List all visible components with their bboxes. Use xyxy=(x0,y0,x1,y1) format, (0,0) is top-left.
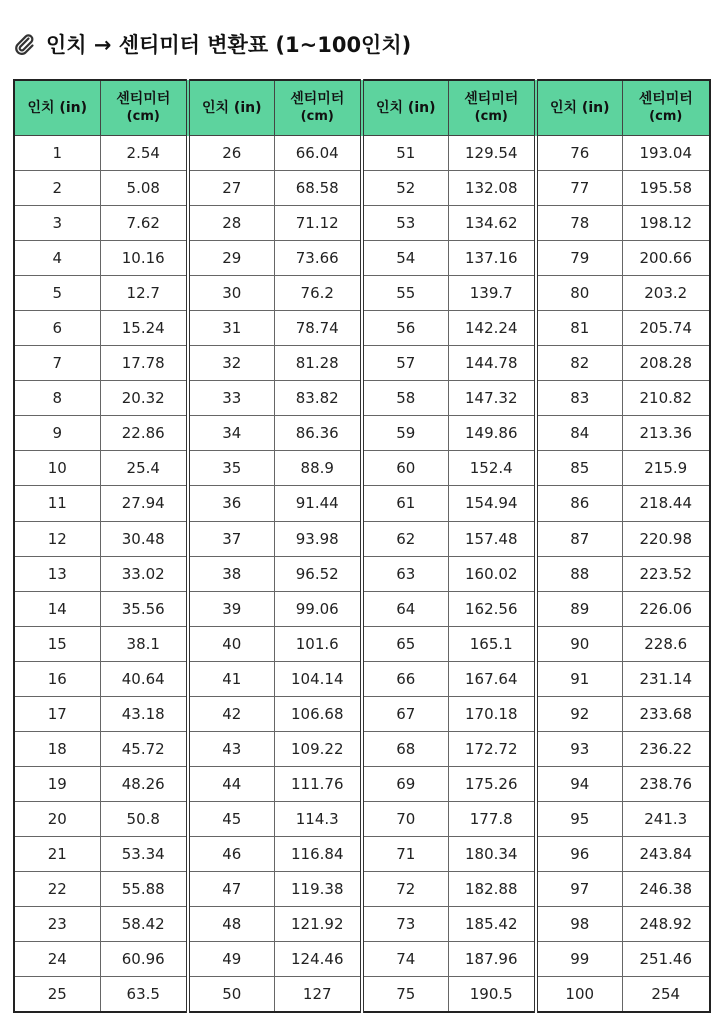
cm-cell: 215.9 xyxy=(622,451,710,486)
cm-cell: 137.16 xyxy=(448,241,536,276)
inch-cell: 10 xyxy=(14,451,100,486)
inch-cell: 62 xyxy=(362,521,448,556)
table-row xyxy=(14,556,710,591)
inch-cell: 36 xyxy=(188,486,274,521)
cm-cell: 233.68 xyxy=(622,696,710,731)
cm-cell: 58.42 xyxy=(100,907,188,942)
cm-cell: 149.86 xyxy=(448,416,536,451)
inch-cell: 96 xyxy=(536,836,622,871)
inch-cell: 8 xyxy=(14,381,100,416)
cm-cell: 160.02 xyxy=(448,556,536,591)
cm-cell: 88.9 xyxy=(274,451,362,486)
cm-cell: 93.98 xyxy=(274,521,362,556)
paperclip-icon xyxy=(12,32,36,56)
cm-cell: 99.06 xyxy=(274,591,362,626)
table-row xyxy=(14,626,710,661)
inch-cell: 82 xyxy=(536,346,622,381)
cm-cell: 182.88 xyxy=(448,871,536,906)
cm-cell: 127 xyxy=(274,977,362,1013)
inch-cell: 87 xyxy=(536,521,622,556)
inch-cell: 26 xyxy=(188,136,274,171)
inch-cell: 4 xyxy=(14,241,100,276)
cm-header: 센티미터 (cm) xyxy=(448,80,536,136)
table-row xyxy=(14,136,710,171)
cm-cell: 119.38 xyxy=(274,871,362,906)
inch-cell: 21 xyxy=(14,836,100,871)
cm-cell: 66.04 xyxy=(274,136,362,171)
cm-cell: 157.48 xyxy=(448,521,536,556)
inch-cell: 55 xyxy=(362,276,448,311)
cm-cell: 76.2 xyxy=(274,276,362,311)
cm-cell: 71.12 xyxy=(274,206,362,241)
cm-cell: 210.82 xyxy=(622,381,710,416)
inch-cell: 33 xyxy=(188,381,274,416)
inch-header: 인치 (in) xyxy=(14,80,100,136)
cm-cell: 48.26 xyxy=(100,766,188,801)
inch-cell: 57 xyxy=(362,346,448,381)
cm-cell: 142.24 xyxy=(448,311,536,346)
inch-cell: 90 xyxy=(536,626,622,661)
table-row xyxy=(14,311,710,346)
cm-cell: 218.44 xyxy=(622,486,710,521)
cm-cell: 129.54 xyxy=(448,136,536,171)
table-row xyxy=(14,381,710,416)
inch-cell: 86 xyxy=(536,486,622,521)
header-row xyxy=(14,80,710,136)
inch-cell: 98 xyxy=(536,907,622,942)
cm-cell: 43.18 xyxy=(100,696,188,731)
cm-cell: 78.74 xyxy=(274,311,362,346)
inch-cell: 94 xyxy=(536,766,622,801)
inch-cell: 68 xyxy=(362,731,448,766)
table-row xyxy=(14,591,710,626)
inch-cell: 5 xyxy=(14,276,100,311)
inch-cell: 74 xyxy=(362,942,448,977)
table-row xyxy=(14,871,710,906)
table-row xyxy=(14,276,710,311)
table-row xyxy=(14,977,710,1013)
inch-header: 인치 (in) xyxy=(536,80,622,136)
inch-cell: 27 xyxy=(188,171,274,206)
cm-cell: 86.36 xyxy=(274,416,362,451)
inch-cell: 91 xyxy=(536,661,622,696)
inch-cell: 12 xyxy=(14,521,100,556)
cm-cell: 40.64 xyxy=(100,661,188,696)
inch-cell: 34 xyxy=(188,416,274,451)
inch-cell: 29 xyxy=(188,241,274,276)
inch-cell: 88 xyxy=(536,556,622,591)
inch-cell: 85 xyxy=(536,451,622,486)
table-row xyxy=(14,907,710,942)
inch-cell: 51 xyxy=(362,136,448,171)
inch-cell: 97 xyxy=(536,871,622,906)
table-row xyxy=(14,241,710,276)
inch-cell: 38 xyxy=(188,556,274,591)
cm-cell: 22.86 xyxy=(100,416,188,451)
cm-cell: 2.54 xyxy=(100,136,188,171)
inch-cell: 72 xyxy=(362,871,448,906)
inch-cell: 78 xyxy=(536,206,622,241)
inch-cell: 83 xyxy=(536,381,622,416)
table-row xyxy=(14,486,710,521)
cm-cell: 5.08 xyxy=(100,171,188,206)
inch-cell: 25 xyxy=(14,977,100,1013)
cm-cell: 195.58 xyxy=(622,171,710,206)
cm-cell: 152.4 xyxy=(448,451,536,486)
inch-cell: 52 xyxy=(362,171,448,206)
inch-cell: 67 xyxy=(362,696,448,731)
cm-cell: 132.08 xyxy=(448,171,536,206)
inch-cell: 1 xyxy=(14,136,100,171)
inch-cell: 30 xyxy=(188,276,274,311)
inch-cell: 73 xyxy=(362,907,448,942)
inch-cell: 42 xyxy=(188,696,274,731)
inch-cell: 95 xyxy=(536,801,622,836)
inch-cell: 100 xyxy=(536,977,622,1013)
cm-cell: 251.46 xyxy=(622,942,710,977)
cm-cell: 203.2 xyxy=(622,276,710,311)
cm-cell: 175.26 xyxy=(448,766,536,801)
table-row xyxy=(14,731,710,766)
cm-cell: 33.02 xyxy=(100,556,188,591)
inch-cell: 9 xyxy=(14,416,100,451)
table-row xyxy=(14,942,710,977)
cm-cell: 223.52 xyxy=(622,556,710,591)
table-row xyxy=(14,171,710,206)
inch-cell: 70 xyxy=(362,801,448,836)
cm-cell: 220.98 xyxy=(622,521,710,556)
inch-cell: 79 xyxy=(536,241,622,276)
inch-cell: 61 xyxy=(362,486,448,521)
inch-cell: 37 xyxy=(188,521,274,556)
cm-cell: 238.76 xyxy=(622,766,710,801)
cm-cell: 55.88 xyxy=(100,871,188,906)
cm-cell: 154.94 xyxy=(448,486,536,521)
inch-cell: 41 xyxy=(188,661,274,696)
inch-cell: 81 xyxy=(536,311,622,346)
inch-cell: 28 xyxy=(188,206,274,241)
cm-cell: 147.32 xyxy=(448,381,536,416)
inch-cell: 16 xyxy=(14,661,100,696)
cm-cell: 193.04 xyxy=(622,136,710,171)
cm-cell: 185.42 xyxy=(448,907,536,942)
inch-cell: 2 xyxy=(14,171,100,206)
inch-cell: 65 xyxy=(362,626,448,661)
inch-cell: 69 xyxy=(362,766,448,801)
inch-cell: 71 xyxy=(362,836,448,871)
inch-cell: 44 xyxy=(188,766,274,801)
title-text: 인치 → 센티미터 변환표 (1~100인치) xyxy=(46,33,412,57)
cm-cell: 139.7 xyxy=(448,276,536,311)
inch-cell: 43 xyxy=(188,731,274,766)
cm-cell: 236.22 xyxy=(622,731,710,766)
conversion-table xyxy=(13,79,711,1013)
cm-cell: 38.1 xyxy=(100,626,188,661)
inch-cell: 76 xyxy=(536,136,622,171)
inch-cell: 60 xyxy=(362,451,448,486)
cm-cell: 165.1 xyxy=(448,626,536,661)
cm-cell: 134.62 xyxy=(448,206,536,241)
cm-cell: 96.52 xyxy=(274,556,362,591)
inch-cell: 84 xyxy=(536,416,622,451)
inch-cell: 23 xyxy=(14,907,100,942)
cm-cell: 121.92 xyxy=(274,907,362,942)
cm-cell: 114.3 xyxy=(274,801,362,836)
cm-cell: 83.82 xyxy=(274,381,362,416)
cm-cell: 241.3 xyxy=(622,801,710,836)
inch-cell: 19 xyxy=(14,766,100,801)
table-row xyxy=(14,206,710,241)
cm-header: 센티미터 (cm) xyxy=(100,80,188,136)
table-row xyxy=(14,346,710,381)
cm-header: 센티미터 (cm) xyxy=(274,80,362,136)
cm-cell: 91.44 xyxy=(274,486,362,521)
inch-cell: 11 xyxy=(14,486,100,521)
cm-cell: 81.28 xyxy=(274,346,362,381)
inch-cell: 7 xyxy=(14,346,100,381)
cm-cell: 73.66 xyxy=(274,241,362,276)
cm-cell: 248.92 xyxy=(622,907,710,942)
table-row xyxy=(14,416,710,451)
inch-cell: 17 xyxy=(14,696,100,731)
inch-cell: 80 xyxy=(536,276,622,311)
inch-cell: 46 xyxy=(188,836,274,871)
cm-cell: 63.5 xyxy=(100,977,188,1013)
cm-cell: 101.6 xyxy=(274,626,362,661)
inch-cell: 6 xyxy=(14,311,100,346)
cm-cell: 30.48 xyxy=(100,521,188,556)
inch-cell: 48 xyxy=(188,907,274,942)
cm-cell: 167.64 xyxy=(448,661,536,696)
table-row xyxy=(14,661,710,696)
inch-cell: 32 xyxy=(188,346,274,381)
cm-cell: 20.32 xyxy=(100,381,188,416)
table-row xyxy=(14,521,710,556)
cm-cell: 162.56 xyxy=(448,591,536,626)
inch-cell: 31 xyxy=(188,311,274,346)
inch-cell: 50 xyxy=(188,977,274,1013)
cm-cell: 213.36 xyxy=(622,416,710,451)
inch-cell: 75 xyxy=(362,977,448,1013)
cm-cell: 35.56 xyxy=(100,591,188,626)
cm-cell: 116.84 xyxy=(274,836,362,871)
inch-cell: 39 xyxy=(188,591,274,626)
inch-cell: 3 xyxy=(14,206,100,241)
cm-cell: 109.22 xyxy=(274,731,362,766)
inch-cell: 89 xyxy=(536,591,622,626)
table-row xyxy=(14,836,710,871)
cm-cell: 254 xyxy=(622,977,710,1013)
cm-cell: 68.58 xyxy=(274,171,362,206)
cm-cell: 190.5 xyxy=(448,977,536,1013)
inch-cell: 54 xyxy=(362,241,448,276)
inch-cell: 24 xyxy=(14,942,100,977)
inch-cell: 99 xyxy=(536,942,622,977)
cm-cell: 50.8 xyxy=(100,801,188,836)
cm-cell: 243.84 xyxy=(622,836,710,871)
cm-cell: 198.12 xyxy=(622,206,710,241)
inch-cell: 15 xyxy=(14,626,100,661)
inch-cell: 92 xyxy=(536,696,622,731)
table-row xyxy=(14,451,710,486)
cm-cell: 180.34 xyxy=(448,836,536,871)
inch-cell: 66 xyxy=(362,661,448,696)
inch-cell: 20 xyxy=(14,801,100,836)
table-row xyxy=(14,801,710,836)
inch-cell: 18 xyxy=(14,731,100,766)
inch-cell: 63 xyxy=(362,556,448,591)
cm-header: 센티미터 (cm) xyxy=(622,80,710,136)
cm-cell: 177.8 xyxy=(448,801,536,836)
inch-cell: 58 xyxy=(362,381,448,416)
cm-cell: 106.68 xyxy=(274,696,362,731)
cm-cell: 17.78 xyxy=(100,346,188,381)
cm-cell: 208.28 xyxy=(622,346,710,381)
inch-cell: 77 xyxy=(536,171,622,206)
cm-cell: 60.96 xyxy=(100,942,188,977)
cm-cell: 187.96 xyxy=(448,942,536,977)
cm-cell: 12.7 xyxy=(100,276,188,311)
inch-cell: 40 xyxy=(188,626,274,661)
cm-cell: 226.06 xyxy=(622,591,710,626)
cm-cell: 15.24 xyxy=(100,311,188,346)
cm-cell: 205.74 xyxy=(622,311,710,346)
cm-cell: 246.38 xyxy=(622,871,710,906)
cm-cell: 172.72 xyxy=(448,731,536,766)
cm-cell: 45.72 xyxy=(100,731,188,766)
cm-cell: 25.4 xyxy=(100,451,188,486)
conversion-table-container xyxy=(13,79,711,1013)
inch-cell: 59 xyxy=(362,416,448,451)
cm-cell: 200.66 xyxy=(622,241,710,276)
cm-cell: 231.14 xyxy=(622,661,710,696)
inch-cell: 49 xyxy=(188,942,274,977)
cm-cell: 124.46 xyxy=(274,942,362,977)
cm-cell: 228.6 xyxy=(622,626,710,661)
table-body xyxy=(14,136,710,1013)
cm-cell: 111.76 xyxy=(274,766,362,801)
cm-cell: 10.16 xyxy=(100,241,188,276)
cm-cell: 27.94 xyxy=(100,486,188,521)
inch-cell: 35 xyxy=(188,451,274,486)
cm-cell: 53.34 xyxy=(100,836,188,871)
table-row xyxy=(14,696,710,731)
cm-cell: 144.78 xyxy=(448,346,536,381)
page-title xyxy=(12,28,411,60)
inch-cell: 53 xyxy=(362,206,448,241)
cm-cell: 7.62 xyxy=(100,206,188,241)
inch-cell: 13 xyxy=(14,556,100,591)
inch-cell: 14 xyxy=(14,591,100,626)
inch-cell: 47 xyxy=(188,871,274,906)
inch-cell: 22 xyxy=(14,871,100,906)
inch-header: 인치 (in) xyxy=(188,80,274,136)
inch-cell: 56 xyxy=(362,311,448,346)
cm-cell: 104.14 xyxy=(274,661,362,696)
inch-cell: 64 xyxy=(362,591,448,626)
inch-cell: 93 xyxy=(536,731,622,766)
cm-cell: 170.18 xyxy=(448,696,536,731)
table-row xyxy=(14,766,710,801)
inch-header: 인치 (in) xyxy=(362,80,448,136)
inch-cell: 45 xyxy=(188,801,274,836)
